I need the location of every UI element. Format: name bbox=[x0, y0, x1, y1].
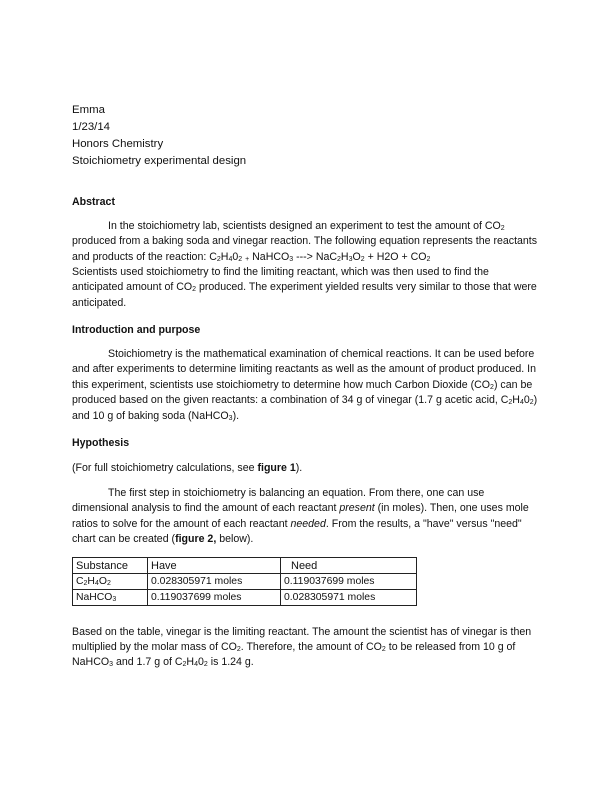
emphasis-present: present bbox=[339, 502, 375, 515]
hyp-text-2: (in moles). Then, one uses mole ratios to solve for the amount of each reactant bbox=[72, 502, 529, 530]
intro-text-2: ) can be produced based on the given reactants: a combination of 34 g of vinegar (1.7 g acetic acid, C bbox=[72, 378, 533, 407]
hyp-text-4: below). bbox=[216, 533, 254, 546]
concl-text-4: and 1.7 g of C bbox=[113, 656, 183, 668]
concl-text: Based on the table, vinegar is the limiting reactant. The amount the scientist has of vinegar is then multiplied by the molar mass of CO bbox=[72, 626, 532, 653]
header-substance: Substance bbox=[73, 558, 148, 574]
table-row bbox=[73, 590, 417, 606]
abstract-paragraph-2: Scientists used stoichiometry to find the limiting reactant, which was then used to find the anticipated amount of $CO_2$ produced. The experiment yielded results very similar to those that were anticipated. bbox=[72, 266, 537, 309]
abstract-text: In the stoichiometry lab, scientists designed an experiment to test the amount of CO bbox=[108, 220, 501, 232]
note-text-end: ). bbox=[295, 462, 303, 474]
intro-text: Stoichiometry is the mathematical examination of chemical reactions. It can be used before and after experiments to determine limiting reactants as well as the amount of product produced. In this experiment, scientists use stoichiometry to determine how much Carbon Dioxide (CO bbox=[72, 348, 537, 391]
date: 1/23/14 bbox=[72, 121, 111, 133]
have-cell: 0.119037699 moles bbox=[148, 590, 281, 606]
abstract-heading: Abstract bbox=[72, 196, 115, 208]
abstract-text-4: produced. The experiment yielded results very similar to those that were anticipated. bbox=[72, 281, 537, 309]
header-have: Have bbox=[148, 558, 281, 574]
course-name: Honors Chemistry bbox=[72, 138, 164, 150]
introduction-heading: Introduction and purpose bbox=[72, 324, 201, 336]
hypothesis-note bbox=[72, 461, 302, 475]
hypothesis-heading: Hypothesis bbox=[72, 437, 130, 449]
have-cell: 0.028305971 moles bbox=[148, 574, 281, 590]
intro-text-3: ) and 10 g of baking soda (NaHCO bbox=[72, 394, 538, 422]
need-cell: 0.119037699 moles bbox=[281, 574, 417, 590]
hyp-text-3: . From the results, a "have" versus "need" chart can be created ( bbox=[72, 517, 522, 546]
emphasis-needed: needed bbox=[290, 517, 326, 530]
abstract-text-3: Scientists used stoichiometry to find the limiting reactant, which was then used to find the anticipated amount of CO bbox=[72, 266, 489, 294]
document-title: Stoichiometry experimental design bbox=[72, 155, 247, 167]
figure-1-reference: figure 1 bbox=[257, 462, 296, 474]
introduction-paragraph: Stoichiometry is the mathematical examination of chemical reactions. It can be used before and after experiments to determine limiting reactants as well as the amount of product produced. In this experiment, scientists use stoichiometry to determine how much Carbon Dioxide $(CO_2)$ can be produced based on the given reactants: a combination of 34 g of vinegar (1.7 g acetic acid, $C_2H_40_2$) and 10 g of baking soda (NaHCO$_3$). bbox=[72, 348, 538, 422]
header-need: Need bbox=[281, 558, 417, 574]
intro-text-4: ). bbox=[232, 409, 240, 422]
substance-cell: NaHCO$_3$ bbox=[73, 590, 148, 606]
hyp-text: The first step in stoichiometry is balancing an equation. From there, one can use dimensional analysis to find the amount of each reactant bbox=[72, 487, 485, 515]
conclusion-paragraph: Based on the table, vinegar is the limiting reactant. The amount the scientist has of vinegar is then multiplied by the molar mass of $CO_2$. Therefore, the amount of $CO_2$ to be released from 10 g of NaHCO$_3$ and 1.7 g of $C_2H_40_2$ is 1.24 g. bbox=[72, 626, 532, 668]
abstract-paragraph: In the stoichiometry lab, scientists designed an experiment to test the amount of $CO_2$ produced from a baking soda and vinegar reaction. The following equation represents the reactants and products of the reaction: $C_2H_40_2$ $_+$ NaHCO$_3$ ---> $NaC_2H_3O_2 + H2O + CO_2$ bbox=[72, 220, 538, 263]
note-text: (For full stoichiometry calculations, see bbox=[72, 462, 258, 474]
need-cell: 0.028305971 moles bbox=[281, 590, 417, 606]
equation-text: NaHCO bbox=[252, 250, 290, 263]
author-name: Emma bbox=[72, 104, 105, 116]
concl-text-2: . Therefore, the amount of CO bbox=[240, 641, 382, 653]
table-header-row bbox=[73, 558, 417, 574]
have-need-table bbox=[72, 557, 417, 606]
concl-text-3: to be released from 10 g of NaHCO bbox=[72, 641, 516, 668]
hypothesis-paragraph bbox=[72, 486, 538, 548]
figure-2-reference: figure 2, bbox=[175, 533, 217, 546]
substance-cell: $C_2H_4O_2$ bbox=[73, 574, 148, 590]
concl-text-5: is 1.24 g. bbox=[207, 656, 254, 668]
abstract-text-2: produced from a baking soda and vinegar reaction. The following equation represents the reactants and products of the reaction: C bbox=[72, 235, 538, 263]
table-row bbox=[73, 574, 417, 590]
